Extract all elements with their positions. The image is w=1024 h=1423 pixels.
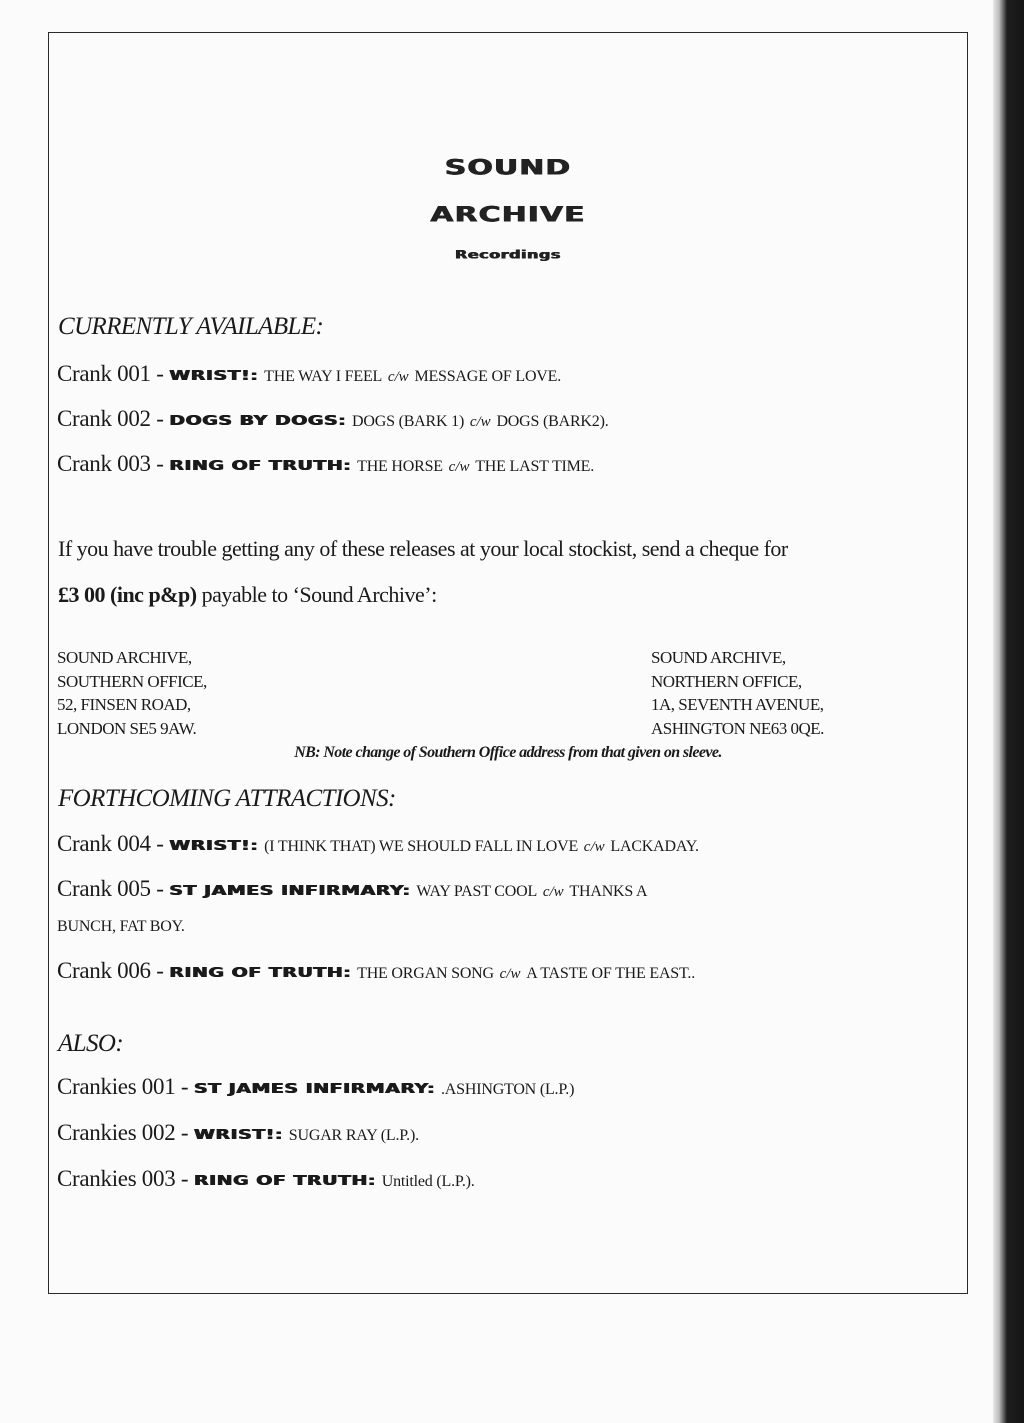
address-line: ASHINGTON NE63 0QE.	[651, 718, 824, 738]
album-title: SUGAR RAY (L.P.).	[288, 1127, 419, 1144]
catalogue-number: Crank 005 -	[57, 876, 164, 901]
album-title: Untitled (L.P.).	[381, 1173, 475, 1190]
price: £3 00 (inc p&p)	[58, 582, 197, 607]
catalogue-number: Crank 003 -	[57, 451, 164, 476]
order-text-line2	[58, 582, 437, 608]
band-name: ST JAMES INFIRMARY:	[193, 1081, 436, 1097]
catalogue-number: Crank 001 -	[57, 361, 164, 386]
order-text-line1: If you have trouble getting any of these releases at your local stockist, send a cheque for	[58, 536, 788, 561]
album-title: .ASHINGTON (L.P.)	[441, 1081, 575, 1098]
a-side-title: THE ORGAN SONG	[357, 965, 494, 982]
header-sound: SOUND	[444, 154, 572, 181]
catalogue-number: Crankies 001 -	[57, 1074, 189, 1099]
b-side-title: MESSAGE OF LOVE.	[414, 368, 562, 385]
address-line: 1A, SEVENTH AVENUE,	[651, 695, 824, 714]
label-name-line2	[48, 197, 968, 232]
b-side-title-continued: BUNCH, FAT BOY.	[57, 918, 185, 935]
album-row	[57, 1074, 574, 1100]
address-line: 52, FINSEN ROAD,	[57, 695, 191, 714]
catalogue-number: Crank 006 -	[57, 958, 164, 983]
band-name: ST JAMES INFIRMARY:	[169, 883, 411, 899]
b-side-title: DOGS (BARK2).	[496, 413, 609, 430]
album-row	[57, 1166, 475, 1192]
address-line: SOUTHERN OFFICE,	[57, 671, 207, 691]
heading-currently-available: CURRENTLY AVAILABLE:	[58, 313, 324, 340]
address-change-note: NB: Note change of Southern Office address from that given on sleeve.	[294, 744, 722, 761]
address-line: LONDON SE5 9AW.	[57, 718, 197, 738]
b-side-title: THE LAST TIME.	[475, 458, 595, 475]
header-archive: ARCHIVE	[430, 201, 586, 228]
band-name: RING OF TRUTH:	[193, 1173, 377, 1189]
release-row	[57, 958, 695, 984]
band-name: DOGS BY DOGS:	[169, 413, 347, 429]
southern-office-address	[57, 646, 207, 740]
release-row	[57, 361, 561, 387]
coupled-with: c/w	[542, 884, 564, 900]
label-name-line3	[48, 245, 968, 264]
coupled-with: c/w	[499, 966, 521, 982]
band-name: RING OF TRUTH:	[169, 458, 352, 474]
address-line: NORTHERN OFFICE,	[651, 671, 802, 691]
heading-also: ALSO:	[58, 1030, 124, 1057]
album-row	[57, 1120, 419, 1146]
catalogue-number: Crankies 002 -	[57, 1120, 189, 1145]
band-name: WRIST!:	[193, 1127, 284, 1143]
heading-forthcoming: FORTHCOMING ATTRACTIONS:	[58, 785, 396, 812]
a-side-title: (I THINK THAT) WE SHOULD FALL IN LOVE	[264, 838, 579, 855]
payable-to: payable to ‘Sound Archive’:	[201, 582, 437, 607]
b-side-title: A TASTE OF THE EAST..	[526, 965, 695, 982]
release-row	[57, 406, 609, 432]
a-side-title: WAY PAST COOL	[416, 883, 538, 900]
release-row	[57, 451, 594, 477]
release-row	[57, 831, 699, 857]
band-name: WRIST!:	[169, 838, 259, 854]
label-name-line1	[48, 150, 968, 185]
header-recordings: Recordings	[455, 247, 561, 262]
a-side-title: DOGS (BARK 1)	[352, 413, 465, 430]
coupled-with: c/w	[387, 369, 409, 385]
catalogue-number: Crankies 003 -	[57, 1166, 189, 1191]
coupled-with: c/w	[448, 459, 470, 475]
release-row	[57, 876, 647, 902]
b-side-title: LACKADAY.	[610, 838, 699, 855]
coupled-with: c/w	[583, 839, 605, 855]
background-edge	[993, 0, 1024, 1423]
northern-office-address	[651, 646, 824, 740]
band-name: RING OF TRUTH:	[169, 965, 352, 981]
catalogue-number: Crank 004 -	[57, 831, 164, 856]
catalogue-number: Crank 002 -	[57, 406, 164, 431]
a-side-title: THE WAY I FEEL	[264, 368, 383, 385]
band-name: WRIST!:	[169, 368, 259, 384]
a-side-title: THE HORSE	[357, 458, 443, 475]
address-line: SOUND ARCHIVE,	[651, 648, 786, 667]
coupled-with: c/w	[469, 414, 491, 430]
address-line: SOUND ARCHIVE,	[57, 648, 192, 667]
b-side-title: THANKS A	[569, 883, 648, 900]
